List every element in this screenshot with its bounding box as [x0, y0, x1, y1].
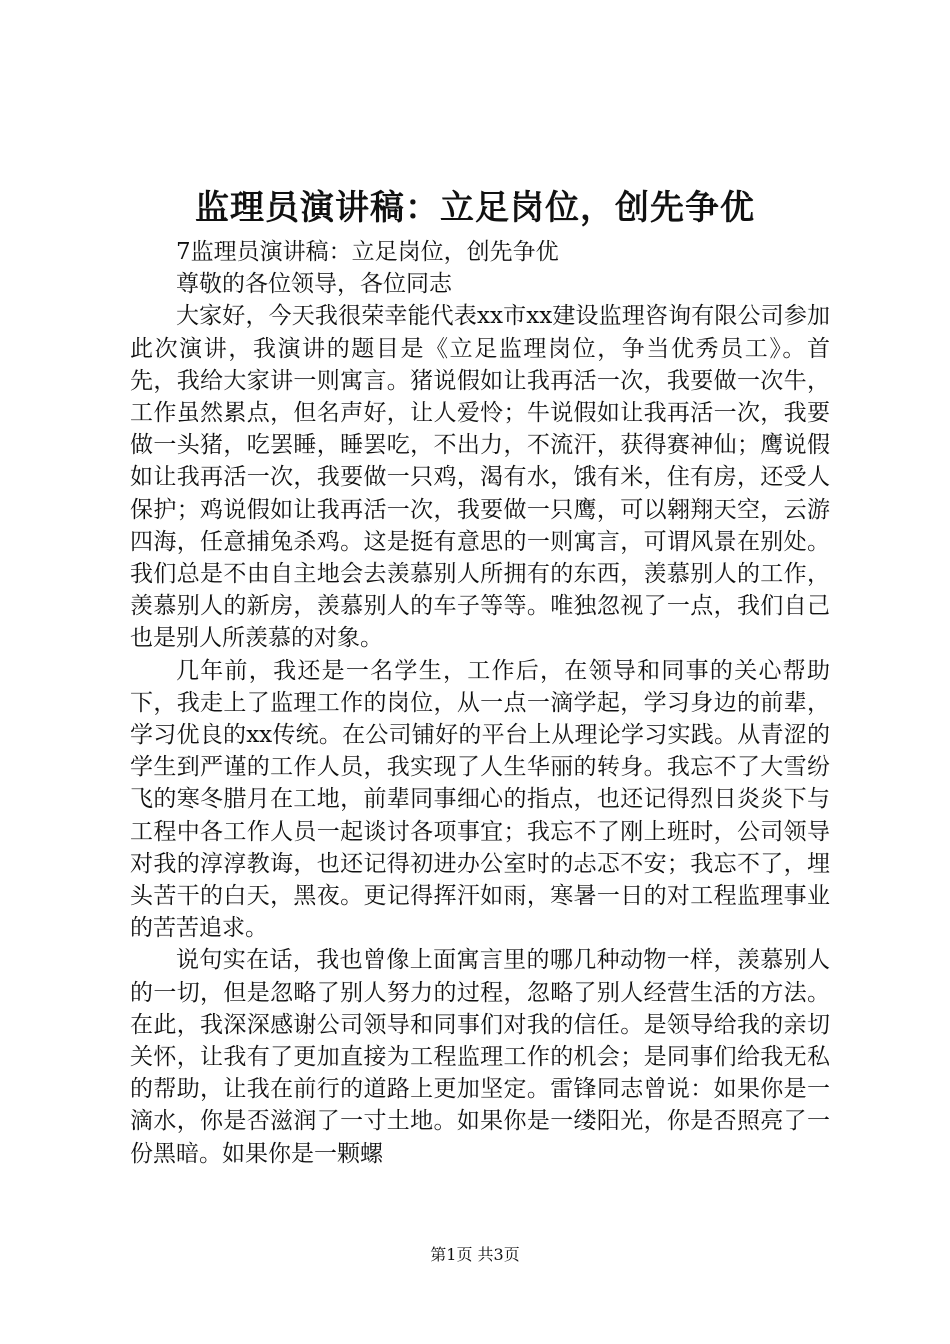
paragraph-2: 几年前，我还是一名学生，工作后，在领导和同事的关心帮助下，我走上了监理工作的岗位，从一点一滴学起，学习身边的前辈，学习优良的xx传统。在公司铺好的平台上从理论学习实践。从青涩的学生到严谨的工作人员，我实现了人生华丽的转身。我忘不了大雪纷飞的寒冬腊月在工地，前辈同事细心的指点，也还记得烈日炎炎下与工程中各工作人员一起谈讨各项事宜；我忘不了刚上班时，公司领导对我的淳淳教诲，也还记得初进办公室时的忐忑不安；我忘不了，埋头苦干的白天，黑夜。更记得挥汗如雨，寒暑一日的对工程监理事业的苦苦追求。	[130, 657, 830, 942]
document-title: 监理员演讲稿：立足岗位，创先争优	[195, 188, 755, 228]
paragraph-3: 说句实在话，我也曾像上面寓言里的哪几种动物一样，羡慕别人的一切，但是忽略了别人努力的过程，忽略了别人经营生活的方法。在此，我深深感谢公司领导和同事们对我的信任。是领导给我的亲切关怀，让我有了更加直接为工程监理工作的机会；是同事们给我无私的帮助，让我在前行的道路上更加坚定。雷锋同志曾说：如果你是一滴水，你是否滋润了一寸土地。如果你是一缕阳光，你是否照亮了一份黑暗。如果你是一颗螺	[130, 947, 830, 1167]
subtitle-line: 7监理员演讲稿：立足岗位，创先争优	[176, 239, 559, 265]
salutation-line: 尊敬的各位领导，各位同志	[176, 271, 452, 298]
paragraph-1: 大家好，今天我很荣幸能代表xx市xx建设监理咨询有限公司参加此次演讲，我演讲的题目是《立足监理岗位，争当优秀员工》。首先，我给大家讲一则寓言。猪说假如让我再活一次，我要做一次牛，工作虽然累点，但名声好，让人爱怜；牛说假如让我再活一次，我要做一头猪，吃罢睡，睡罢吃，不出力，不流汗，获得赛神仙；鹰说假如让我再活一次，我要做一只鸡，渴有水，饿有米，住有房，还受人保护；鸡说假如让我再活一次，我要做一只鹰，可以翱翔天空，云游四海，任意捕兔杀鸡。这是挺有意思的一则寓言，可谓风景在别处。我们总是不由自主地会去羡慕别人所拥有的东西，羡慕别人的工作，羡慕别人的新房，羡慕别人的车子等等。唯独忽视了一点，我们自己也是别人所羡慕的对象。	[130, 303, 830, 652]
page-number-footer: 第1页 共3页	[430, 1245, 520, 1264]
document-body	[130, 236, 830, 1170]
